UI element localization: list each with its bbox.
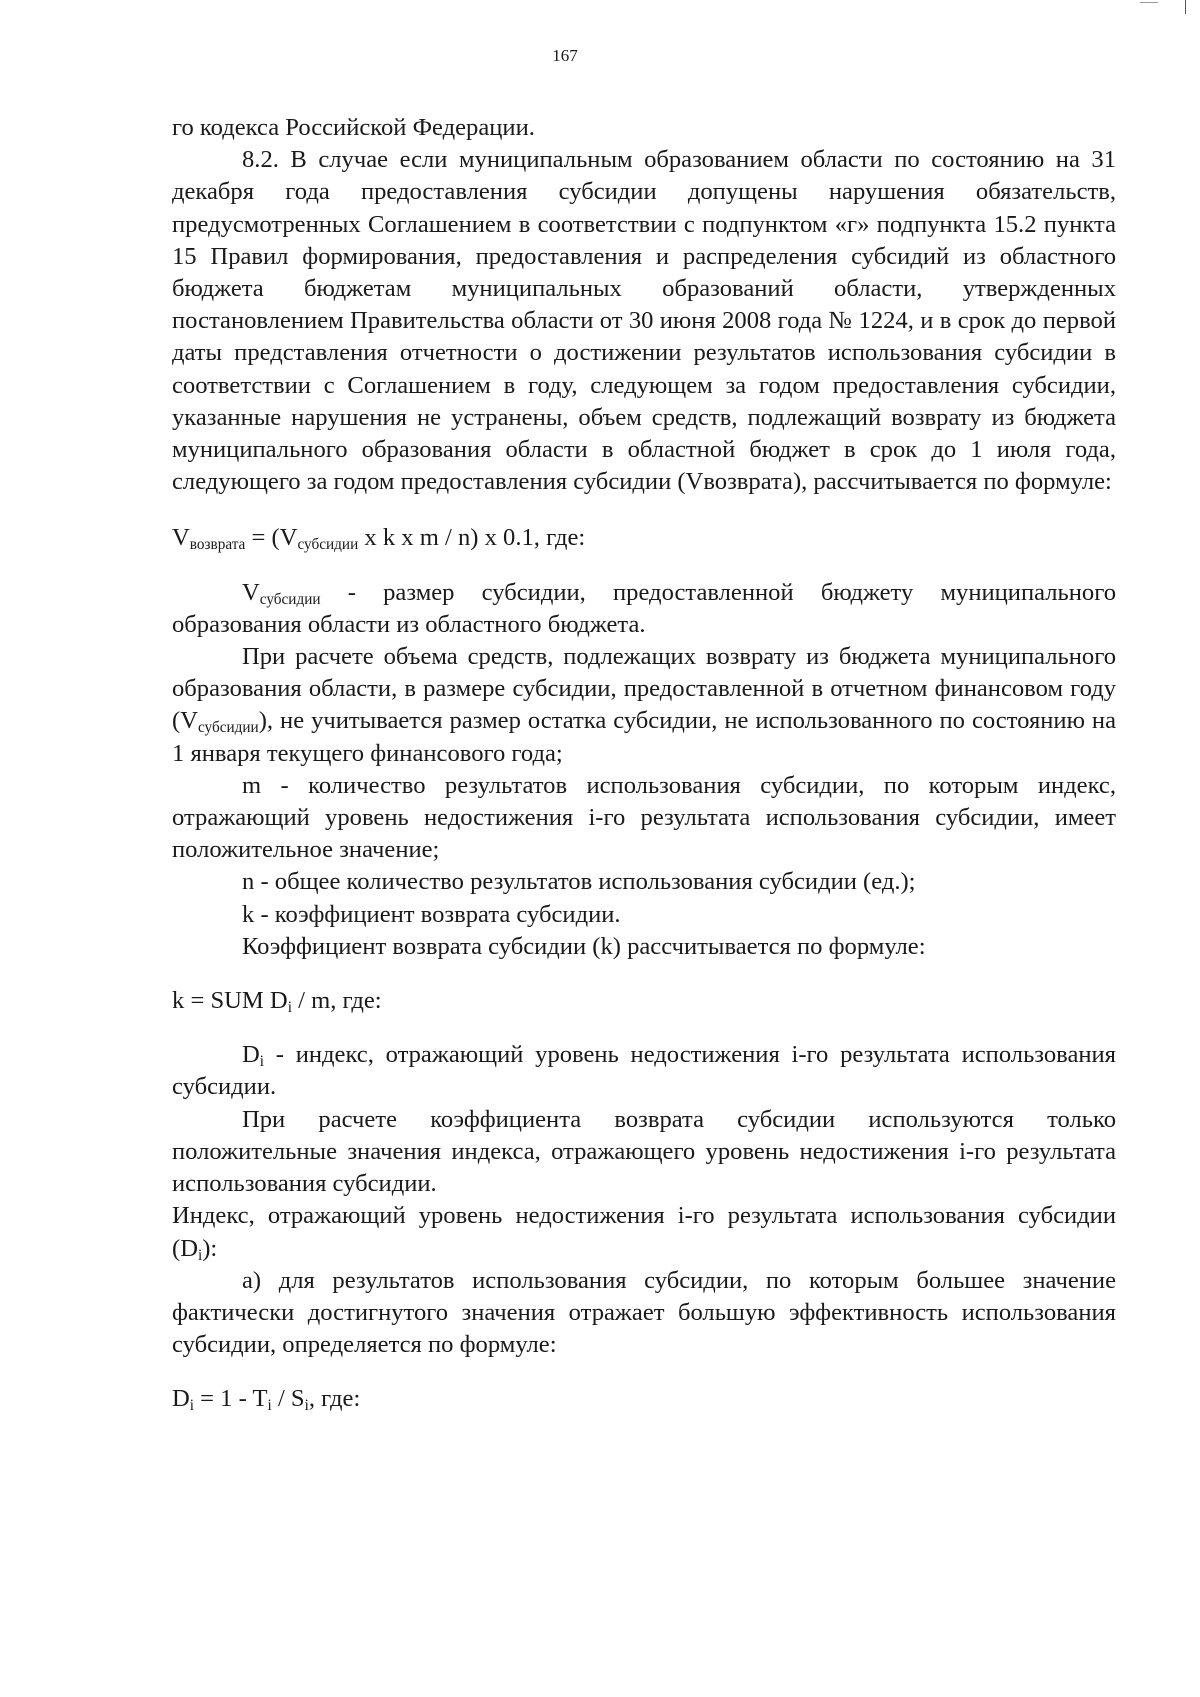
- formula-return-volume: [172, 522, 1116, 554]
- formula-d-index: [172, 1383, 1116, 1415]
- paragraph-8-2: 8.2. В случае если муниципальным образованием области по состоянию на 31 декабря года предоставления субсидии допущены нарушения обязательств, предусмотренных Соглашением в соответствии с подпунктом «г» подпункта 15.2 пункта 15 Правил формирования, предоставления и распределения субсидий из областного бюджета бюджетам муниципальных образований области, утвержденных постановлением Правительства области от 30 июня 2008 года № 1224, и в срок до первой даты представления отчетности о достижении результатов использования субсидии в соответствии с Соглашением в году, следующем за годом предоставления субсидии, указанные нарушения не устранены, объем средств, подлежащий возврату из бюджета муниципального образования области в областной бюджет в срок до 1 июля года, следующего за годом предоставления субсидии (Vвозврата), рассчитывается по формуле:: [172, 146, 1116, 496]
- formula-rest: x k x m / n) x 0.1, где:: [358, 524, 586, 552]
- paragraph-index-heading: [172, 1200, 1116, 1264]
- formula-d-t2: = 1 - T: [194, 1385, 268, 1413]
- note-text-start: При расчете объема средств, подлежащих возврату из бюджета муниципального образования области, в размере субсидии, предоставленной в отчетном финансовом году (V: [172, 643, 1116, 735]
- index-heading-start: Индекс, отражающий уровень недостижения i-го результата использования субсидии (D: [172, 1202, 1116, 1262]
- index-heading-subscript: i: [197, 1246, 203, 1264]
- paragraph-positive-values: При расчете коэффициента возврата субсидии используются только положительные значения индекса, отражающего уровень недостижения i-го результата использования субсидии.: [172, 1105, 1116, 1198]
- formula-k-subscript: i: [287, 998, 292, 1016]
- variable-v-subscript: субсидии: [259, 590, 321, 608]
- variable-d-subscript: i: [259, 1053, 265, 1071]
- formula-k-end: / m, где:: [291, 987, 382, 1015]
- index-heading-end: ):: [202, 1234, 218, 1262]
- variable-v: V: [242, 578, 260, 606]
- definition-v-subsidy: [172, 577, 1116, 641]
- scan-edge-mark: [1185, 0, 1186, 14]
- formula-k-start: k = SUM D: [172, 987, 288, 1015]
- variable-d: D: [242, 1041, 260, 1069]
- formula-d-s3: i: [304, 1397, 309, 1415]
- note-text-end: ), не учитывается размер остатка субсидии, не использованного по состоянию на 1 января текущего финансового года;: [172, 707, 1116, 767]
- definition-d-text: - индекс, отражающий уровень недостижения i-го результата использования субсидии.: [172, 1041, 1116, 1101]
- formula-coefficient-k: [172, 985, 1116, 1017]
- paragraph-k-formula-intro: Коэффициент возврата субсидии (k) рассчитывается по формуле:: [242, 932, 926, 960]
- formula-mid-subscript: субсидии: [297, 536, 359, 554]
- formula-d-t3: / S: [271, 1385, 305, 1413]
- formula-d-t4: , где:: [308, 1385, 361, 1413]
- scan-edge-mark-top: [1140, 2, 1158, 3]
- paragraph-case-a: а) для результатов использования субсидии, по которым большее значение фактически достигнутого значения отражает большую эффективность использования субсидии, определяется по формуле:: [172, 1266, 1116, 1359]
- paragraph-calculation-note: [172, 641, 1116, 770]
- formula-mid: = (V: [245, 524, 298, 552]
- document-body: [172, 112, 1116, 1416]
- formula-lhs-subscript: возврата: [189, 536, 246, 554]
- formula-d-s1: i: [189, 1397, 195, 1415]
- paragraph-continuation: го кодекса Российской Федерации.: [172, 114, 535, 141]
- note-subscript: субсидии: [197, 719, 259, 737]
- definition-d-index: [172, 1039, 1116, 1103]
- definition-m: m - количество результатов использования субсидии, по которым индекс, отражающий уровень недостижения i-го результата использования субсидии, имеет положительное значение;: [172, 771, 1116, 864]
- definition-k: k - коэффициент возврата субсидии.: [242, 900, 621, 928]
- formula-d-s2: i: [267, 1397, 272, 1415]
- formula-d-t1: D: [172, 1385, 190, 1413]
- definition-text: - размер субсидии, предоставленной бюджету муниципального образования области из областного бюджета.: [172, 578, 1116, 638]
- page-number: 167: [552, 46, 578, 65]
- definition-n: n - общее количество результатов использования субсидии (ед.);: [242, 868, 916, 896]
- formula-lhs: V: [172, 524, 190, 552]
